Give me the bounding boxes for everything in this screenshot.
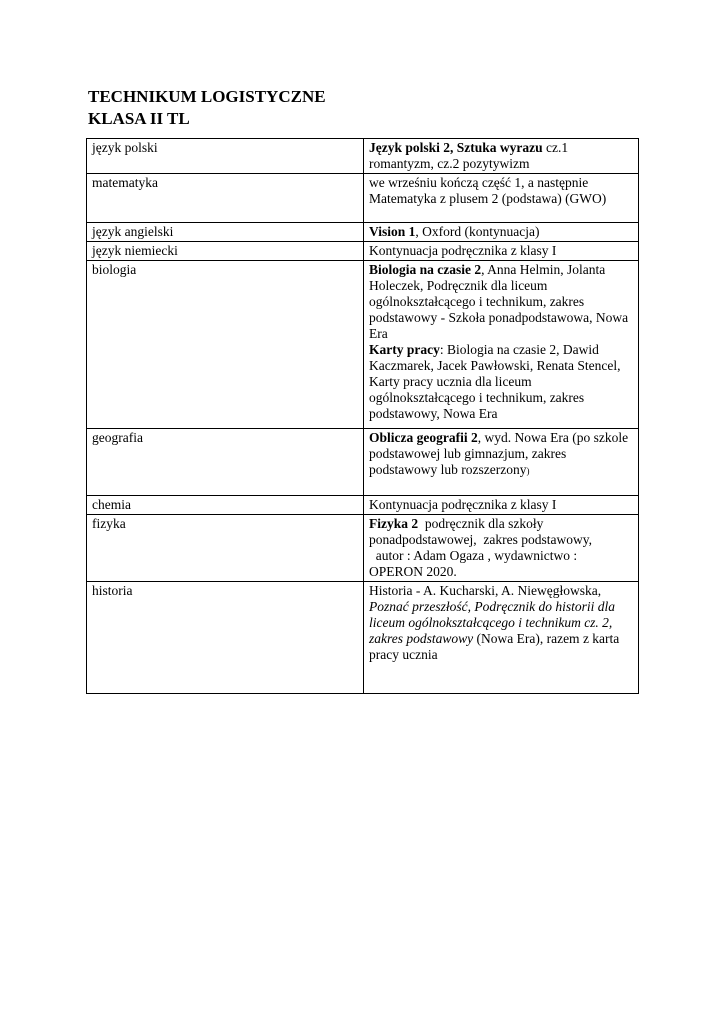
workbook-details: : Biologia na czasie 2, Dawid Kaczmarek, Jacek Pawłowski, Renata Stencel, Karty pracy ucznia dla liceum ogólnokształcącego i technikum, zakres podstawowy, Nowa Era	[369, 342, 621, 421]
book-title: Oblicza geografii 2	[369, 430, 478, 445]
textbook-table	[86, 138, 639, 694]
table-row	[87, 223, 639, 242]
book-title: Biologia na czasie 2	[369, 262, 482, 277]
table-row	[87, 582, 639, 694]
textbook-cell	[364, 429, 639, 496]
book-author: autor : Adam Ogaza , wydawnictwo : OPERON 2020.	[369, 548, 581, 579]
book-title: Poznać przeszłość, Podręcznik do historii dla liceum ogólnokształcącego i technikum cz. 2, zakres podstawowy	[369, 599, 615, 646]
book-details: podręcznik dla szkoły ponadpodstawowej, zakres podstawowy,	[369, 516, 592, 547]
subject-cell: język polski	[87, 139, 364, 174]
subject-cell: język niemiecki	[87, 242, 364, 261]
book-details: , Anna Helmin, Jolanta Holeczek, Podręcznik dla liceum ogólnokształcącego i technikum, zakres podstawowy - Szkoła ponadpodstawowa, Nowa Era	[369, 262, 629, 341]
textbook-cell: Kontynuacja podręcznika z klasy I	[364, 242, 639, 261]
book-details: (Nowa Era), razem z karta pracy ucznia	[369, 631, 620, 662]
book-title: Vision 1	[369, 224, 416, 239]
textbook-cell: we wrześniu kończą część 1, a następnie Matematyka z plusem 2 (podstawa) (GWO)	[364, 174, 639, 223]
textbook-cell	[364, 261, 639, 429]
table-row	[87, 242, 639, 261]
table-row	[87, 515, 639, 582]
table-row	[87, 496, 639, 515]
book-part: cz.1	[542, 140, 569, 155]
subject-cell: biologia	[87, 261, 364, 429]
closing-paren: )	[526, 466, 530, 476]
book-authors: Historia - A. Kucharski, A. Niewęgłowska,	[369, 583, 602, 598]
book-title: Język polski 2, Sztuka wyrazu	[369, 140, 543, 155]
table-row	[87, 261, 639, 429]
book-details: romantyzm, cz.2 pozytywizm	[369, 156, 530, 171]
subject-cell: historia	[87, 582, 364, 694]
workbook-title: Karty pracy	[369, 342, 440, 357]
subject-cell: matematyka	[87, 174, 364, 223]
book-details: , wyd. Nowa Era (po szkole podstawowej lub gimnazjum, zakres podstawowy lub rozszerzony	[369, 430, 629, 477]
textbook-cell	[364, 223, 639, 242]
table-row	[87, 429, 639, 496]
textbook-cell	[364, 515, 639, 582]
table-row	[87, 139, 639, 174]
subject-cell: geografia	[87, 429, 364, 496]
subject-cell: fizyka	[87, 515, 364, 582]
book-title: Fizyka 2	[369, 516, 419, 531]
textbook-cell	[364, 139, 639, 174]
book-details: , Oxford (kontynuacja)	[415, 224, 540, 239]
subject-cell: chemia	[87, 496, 364, 515]
textbook-cell: Kontynuacja podręcznika z klasy I	[364, 496, 639, 515]
table-row	[87, 174, 639, 223]
subject-cell: język angielski	[87, 223, 364, 242]
school-name: TECHNIKUM LOGISTYCZNE	[88, 87, 326, 106]
class-name: KLASA II TL	[88, 109, 190, 128]
textbook-cell	[364, 582, 639, 694]
document-header	[88, 86, 326, 130]
